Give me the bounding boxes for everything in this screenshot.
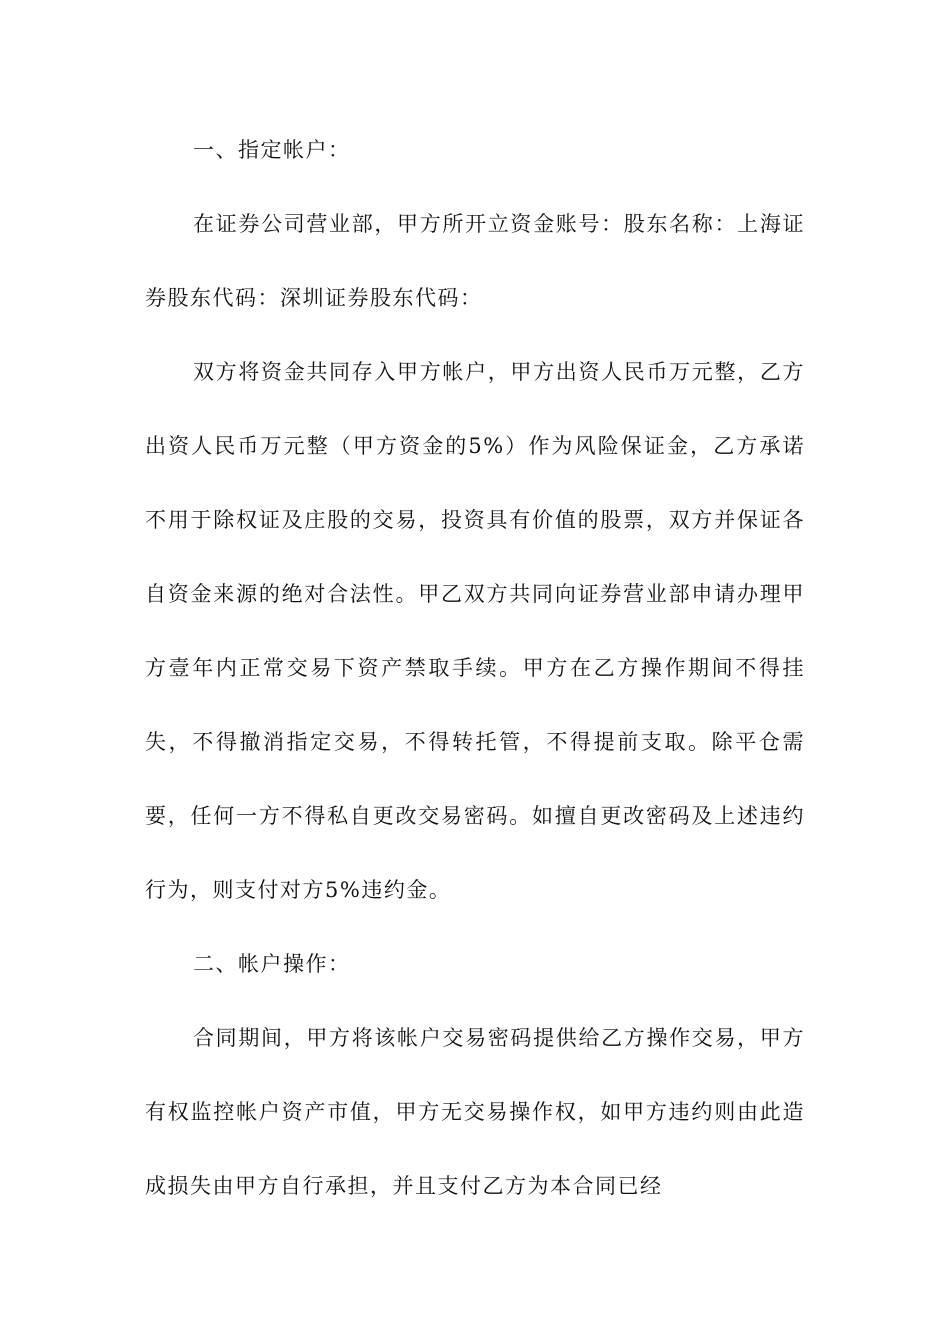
section-1-paragraph-2: 双方将资金共同存入甲方帐户，甲方出资人民币万元整，乙方出资人民币万元整（甲方资金的5%）作为风险保证金，乙方承诺不用于除权证及庄股的交易，投资具有价值的股票，双方并保证各自资金来源的绝对合法性。甲乙双方共同向证券营业部申请办理甲方壹年内正常交易下资产禁取手续。甲方在乙方操作期间不得挂失，不得撤消指定交易，不得转托管，不得提前支取。除平仓需要，任何一方不得私自更改交易密码。如擅自更改密码及上述违约行为，则支付对方5%违约金。 — [145, 360, 805, 902]
section-2-paragraph-1: 合同期间，甲方将该帐户交易密码提供给乙方操作交易，甲方有权监控帐户资产市值，甲方无交易操作权，如甲方违约则由此造成损失由甲方自行承担，并且支付乙方为本合同已经 — [145, 1026, 805, 1198]
section-1-paragraph-1: 在证券公司营业部，甲方所开立资金账号：股东名称：上海证券股东代码：深圳证券股东代码： — [145, 212, 805, 310]
section-1-heading: 一、指定帐户： — [193, 138, 351, 162]
document-page — [145, 113, 805, 1223]
section-2-heading: 二、帐户操作： — [193, 952, 351, 976]
